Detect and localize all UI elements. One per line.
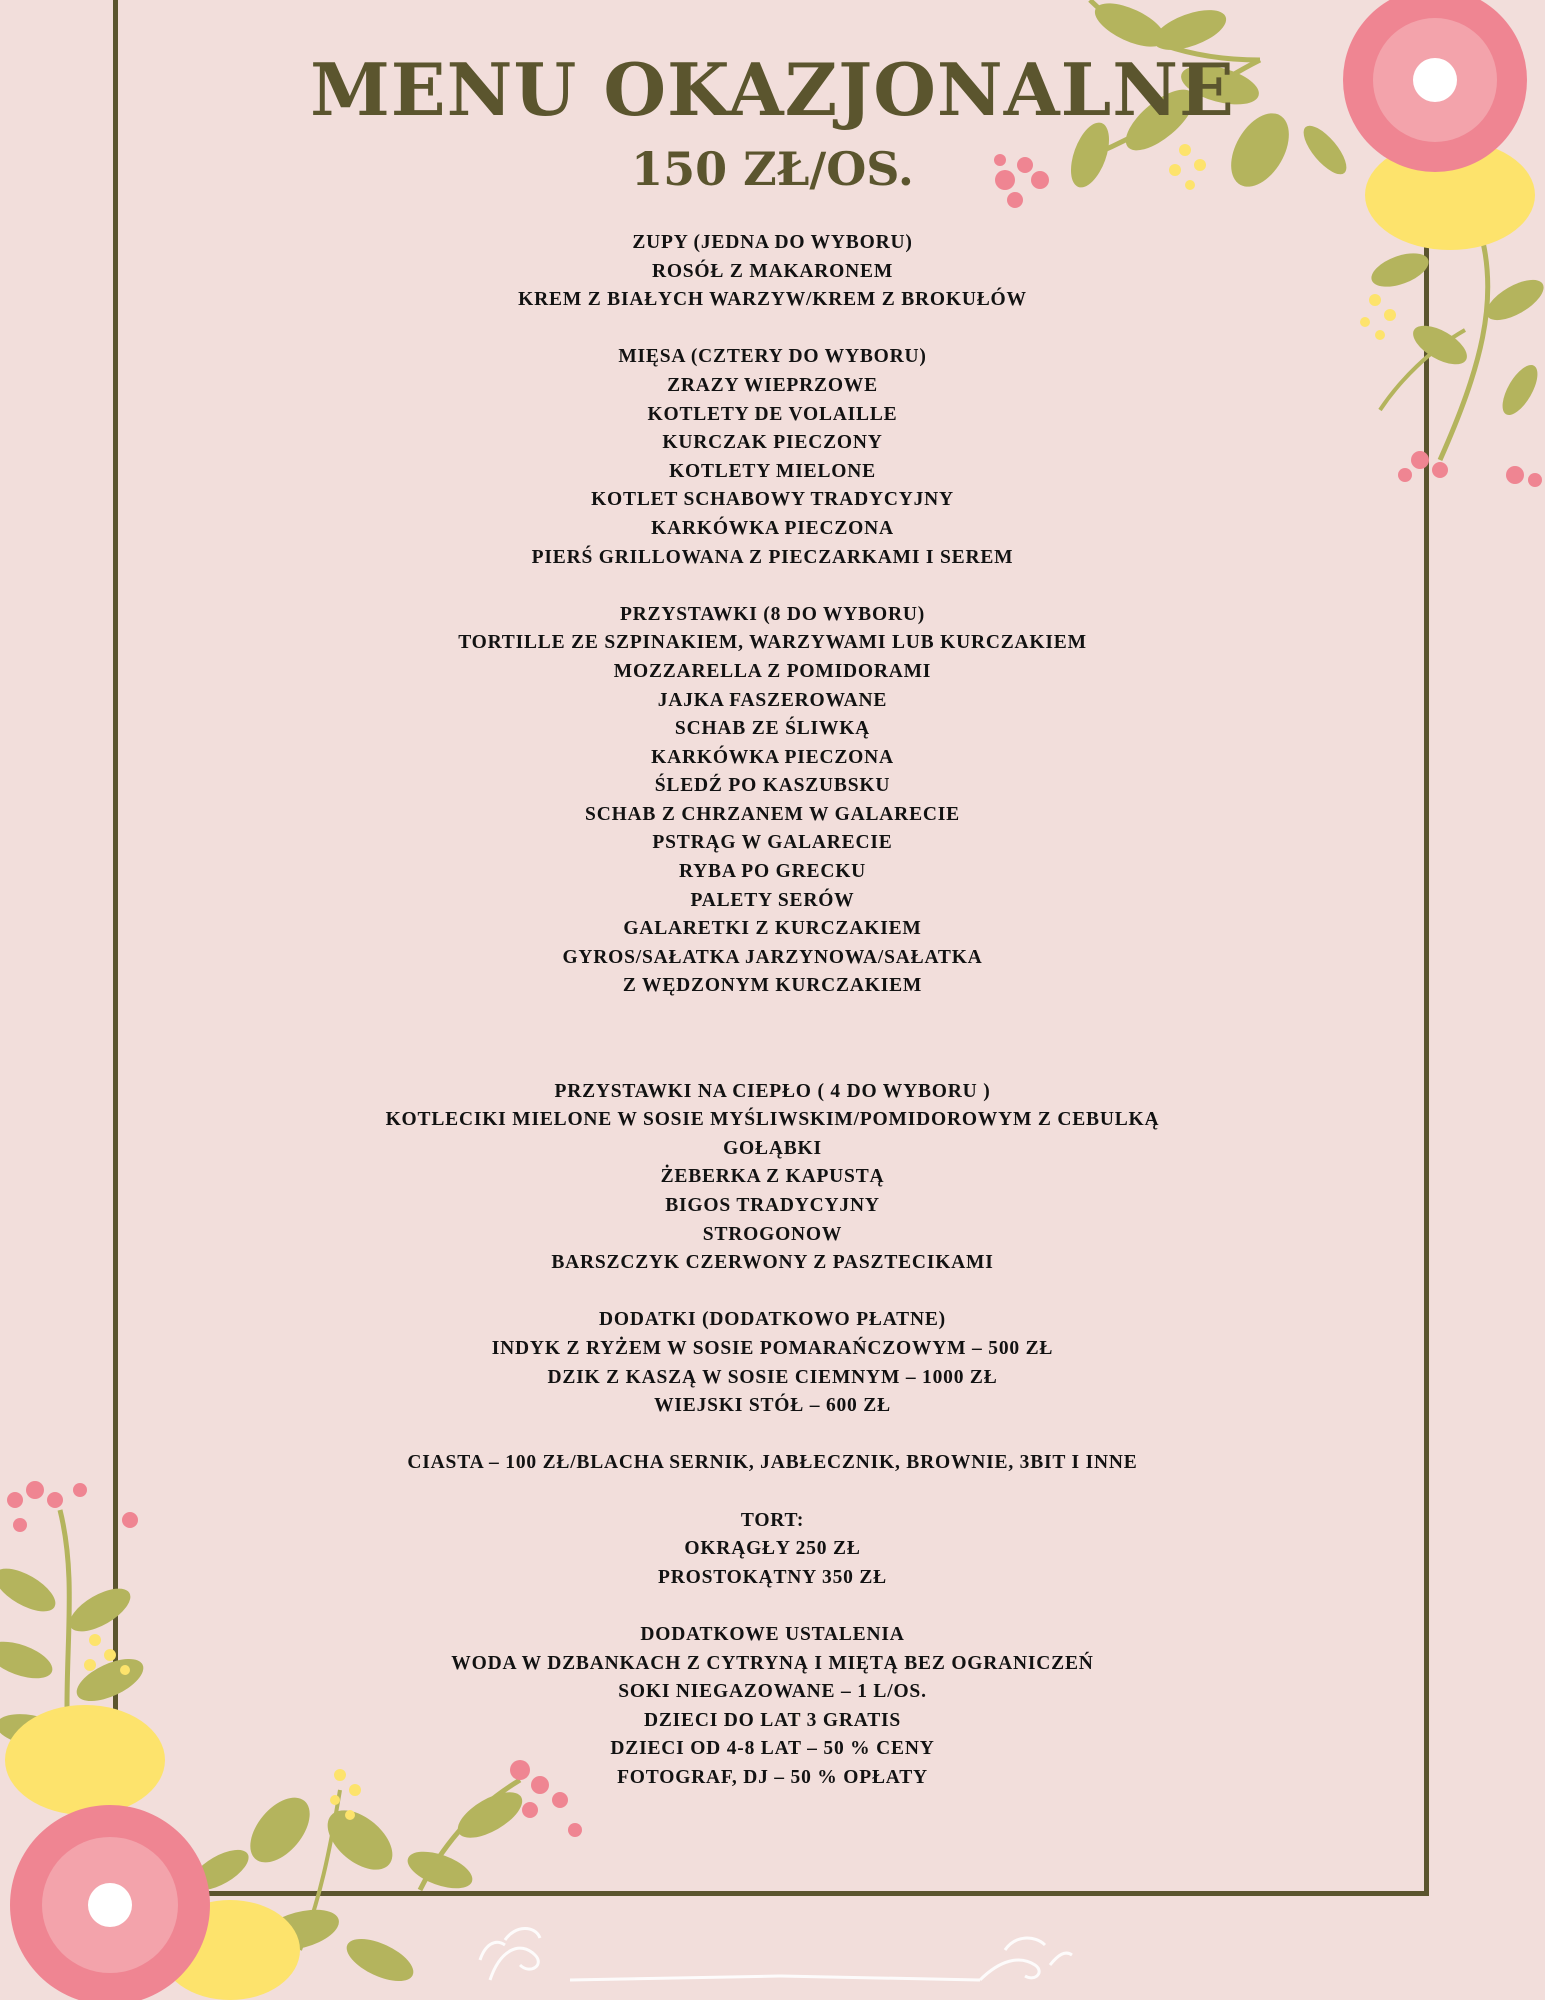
menu-item: KOTLETY DE VOLAILLE [647, 403, 898, 425]
menu-item: MOZZARELLA Z POMIDORAMI [613, 660, 932, 682]
section-additional-terms [0, 1621, 1545, 1793]
section-tort [0, 1507, 1545, 1593]
section-heading: MIĘSA (CZTERY DO WYBORU) [618, 346, 927, 368]
menu-title: MENU OKAZJONALNE [310, 47, 1235, 132]
section-cakes [0, 1449, 1545, 1478]
menu-item: ŚLEDŹ PO KASZUBSKU [654, 775, 891, 797]
menu-item: PROSTOKĄTNY 350 ZŁ [658, 1566, 887, 1588]
section-appetizers [0, 601, 1545, 1001]
section-hot-appetizers [0, 1078, 1545, 1278]
menu-item: DZIECI DO LAT 3 GRATIS [643, 1709, 902, 1731]
menu-item: OKRĄGŁY 250 ZŁ [684, 1538, 861, 1560]
menu-item: DZIK Z KASZĄ W SOSIE CIEMNYM – 1000 ZŁ [547, 1366, 998, 1388]
menu-item: GALARETKI Z KURCZAKIEM [623, 918, 922, 940]
menu-item: SCHAB ZE ŚLIWKĄ [674, 718, 871, 740]
menu-item: GYROS/SAŁATKA JARZYNOWA/SAŁATKA [562, 946, 983, 968]
menu-item: BIGOS TRADYCYJNY [665, 1195, 880, 1216]
menu-item: STROGONOW [702, 1223, 843, 1245]
menu-item: DZIECI OD 4-8 LAT – 50 % CENY [610, 1738, 935, 1760]
section-heading: TORT: [740, 1509, 805, 1531]
menu-item: ŻEBERKA Z KAPUSTĄ [660, 1166, 885, 1188]
menu-item: KOTLETY MIELONE [669, 460, 876, 482]
menu-item: ROSÓŁ Z MAKARONEM [651, 260, 894, 282]
menu-item: SCHAB Z CHRZANEM W GALARECIE [585, 803, 960, 825]
menu-item: INDYK Z RYŻEM W SOSIE POMARAŃCZOWYM – 500 ZŁ [491, 1337, 1054, 1359]
menu-item: TORTILLE ZE SZPINAKIEM, WARZYWAMI LUB KURCZAKIEM [458, 632, 1087, 654]
section-heading: DODATKOWE USTALENIA [640, 1623, 905, 1645]
menu-item: PIERŚ GRILLOWANA Z PIECZARKAMI I SEREM [531, 546, 1014, 568]
section-heading: DODATKI (DODATKOWO PŁATNE) [599, 1309, 946, 1331]
white-flourish-bottom [460, 1910, 1080, 2000]
section-soups [0, 229, 1545, 315]
section-extras [0, 1306, 1545, 1420]
section-meats [0, 343, 1545, 572]
menu-item: FOTOGRAF, DJ – 50 % OPŁATY [617, 1766, 928, 1788]
menu-item: PALETY SERÓW [690, 889, 855, 911]
menu-item: RYBA PO GRECKU [678, 861, 867, 883]
menu-item: GOŁĄBKI [723, 1137, 822, 1159]
menu-item: KURCZAK PIECZONY [662, 432, 883, 454]
menu-item: KOTLET SCHABOWY TRADYCYJNY [591, 489, 954, 511]
menu-item: PSTRĄG W GALARECIE [652, 832, 893, 854]
menu-item: JAJKA FASZEROWANE [657, 689, 888, 711]
section-heading: PRZYSTAWKI NA CIEPŁO ( 4 DO WYBORU ) [554, 1080, 991, 1102]
section-heading: CIASTA – 100 ZŁ/BLACHA SERNIK, JABŁECZNIK, BROWNIE, 3BIT I INNE [407, 1452, 1138, 1474]
menu-item: KREM Z BIAŁYCH WARZYW/KREM Z BROKUŁÓW [518, 289, 1027, 311]
menu-item: SOKI NIEGAZOWANE – 1 L/OS. [618, 1681, 927, 1703]
section-heading: PRZYSTAWKI (8 DO WYBORU) [619, 603, 926, 625]
menu-item: KARKÓWKA PIECZONA [651, 746, 894, 768]
menu-item: Z WĘDZONYM KURCZAKIEM [622, 975, 923, 997]
menu-item: WODA W DZBANKACH Z CYTRYNĄ I MIĘTĄ BEZ OGRANICZEŃ [451, 1652, 1094, 1674]
menu-item: KARKÓWKA PIECZONA [651, 517, 894, 539]
menu-price: 150 ZŁ/OS. [631, 142, 914, 196]
menu-content [0, 229, 1545, 1792]
menu-item: KOTLECIKI MIELONE W SOSIE MYŚLIWSKIM/POMIDOROWYM Z CEBULKĄ [385, 1109, 1160, 1131]
section-heading: ZUPY (JEDNA DO WYBORU) [632, 232, 913, 253]
menu-item: BARSZCZYK CZERWONY Z PASZTECIKAMI [551, 1252, 994, 1274]
title-block [0, 48, 1545, 198]
menu-item: WIEJSKI STÓŁ – 600 ZŁ [654, 1395, 891, 1417]
menu-item: ZRAZY WIEPRZOWE [667, 374, 878, 396]
